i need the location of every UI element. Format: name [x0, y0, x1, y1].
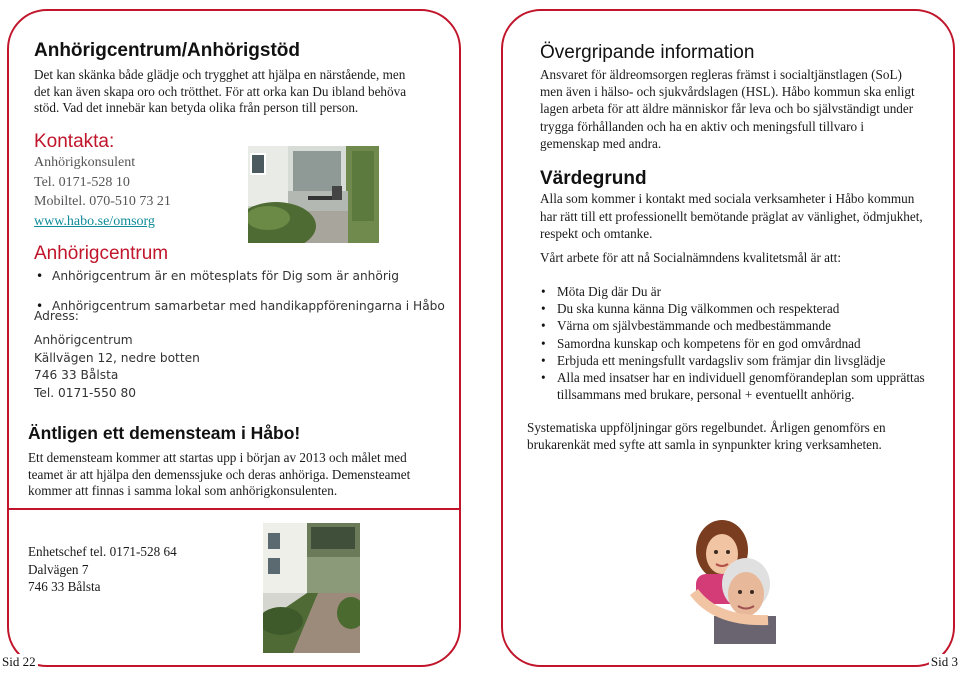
contact-phone: Tel. 0171-528 10	[34, 174, 130, 190]
goals-list	[537, 283, 937, 403]
goal-intro: Vårt arbete för att nå Socialnämndens kvalitetsmål är att:	[540, 250, 842, 265]
list-item: • Samordna kunskap och kompetens för en god omvårdnad	[537, 335, 937, 352]
contact-role: Anhörigkonsulent	[34, 155, 136, 170]
unit-line: Dalvägen 7	[28, 561, 89, 577]
list-item: • Anhörigcentrum samarbetar med handikappföreningarna i Håbo	[32, 297, 452, 315]
contact-block	[34, 153, 171, 231]
unit-line: 746 33 Bålsta	[28, 579, 101, 594]
contact-heading: Kontakta:	[34, 131, 115, 152]
unit-contact-block	[28, 543, 177, 596]
address-line: 746 33 Bålsta	[34, 368, 119, 382]
address-line: Anhörigcentrum	[34, 333, 133, 347]
centre-heading: Anhörigcentrum	[34, 243, 169, 264]
list-item: • Alla med insatser har en individuell genomförandeplan som upprättas tillsammans med brukare, personal + eventuellt anhörig.	[537, 369, 937, 403]
page-number-right: Sid 3	[930, 654, 958, 669]
walkway-photo	[263, 523, 360, 653]
overview-text: Ansvaret för äldreomsorgen regleras främst i socialtjänstlagen (SoL) men även i hälso- och sjukvårdslagen (HSL). Håbo kommun ska enligt lagen arbeta för att äldre människor får leva och bo självständigt under trygga förhållanden och ha en aktiv och meningsfull tillvaro i gemenskap med andra.	[540, 67, 915, 151]
section-divider	[7, 508, 461, 510]
contact-mobile: Mobiltel. 070-510 73 21	[34, 194, 171, 209]
intro-text: Det kan skänka både glädje och trygghet att hjälpa en närstående, men det kan även skapa oro och trötthet. För att orka kan Du ibland behöva stöd. Vad det innebär kan betyda olika från person till person.	[34, 67, 407, 116]
list-item: • Möta Dig där Du är	[537, 283, 937, 300]
page-title: Anhörigcentrum/Anhörigstöd	[34, 40, 300, 61]
address-line: Källvägen 12, nedre botten	[34, 350, 200, 365]
dementia-text: Ett demensteam kommer att startas upp i början av 2013 och målet med teamet är att hjälpa den demenssjuke och deras anhöriga. Demensteamet kommer att finnas i samma lokal som anhörigkonsulenten.	[28, 450, 411, 499]
address-line: Tel. 0171-550 80	[34, 385, 137, 400]
values-text: Alla som kommer i kontakt med sociala verksamheter i Håbo kommun har rätt till ett professionellt bemötande präglat av vänlighet, ödmjukhet, respekt och omtanke.	[540, 191, 923, 241]
address-block	[34, 332, 200, 402]
address-label: Adress:	[34, 309, 79, 323]
list-item: • Du ska kunna känna Dig välkommen och respekterad	[537, 300, 937, 317]
list-item: • Erbjuda ett meningsfullt vardagsliv som främjar din livsglädje	[537, 352, 937, 369]
overview-heading: Övergripande information	[540, 42, 755, 63]
list-item: • Anhörigcentrum är en mötesplats för Dig som är anhörig	[32, 267, 452, 285]
people-photo	[686, 512, 776, 644]
dementia-heading: Äntligen ett demensteam i Håbo!	[28, 423, 301, 443]
contact-web-link[interactable]: www.habo.se/omsorg	[34, 213, 155, 229]
unit-line: Enhetschef tel. 0171-528 64	[28, 544, 177, 559]
list-item: • Värna om självbestämmande och medbestämmande	[537, 317, 937, 334]
page-number-left: Sid 22	[2, 654, 36, 669]
values-heading: Värdegrund	[540, 168, 647, 189]
building-photo	[248, 146, 379, 243]
followup-text: Systematiska uppföljningar görs regelbundet. Årligen genomförs en brukarenkät med syfte att samla in synpunkter kring verksamheten.	[527, 420, 886, 453]
centre-bullet-list	[32, 267, 452, 315]
